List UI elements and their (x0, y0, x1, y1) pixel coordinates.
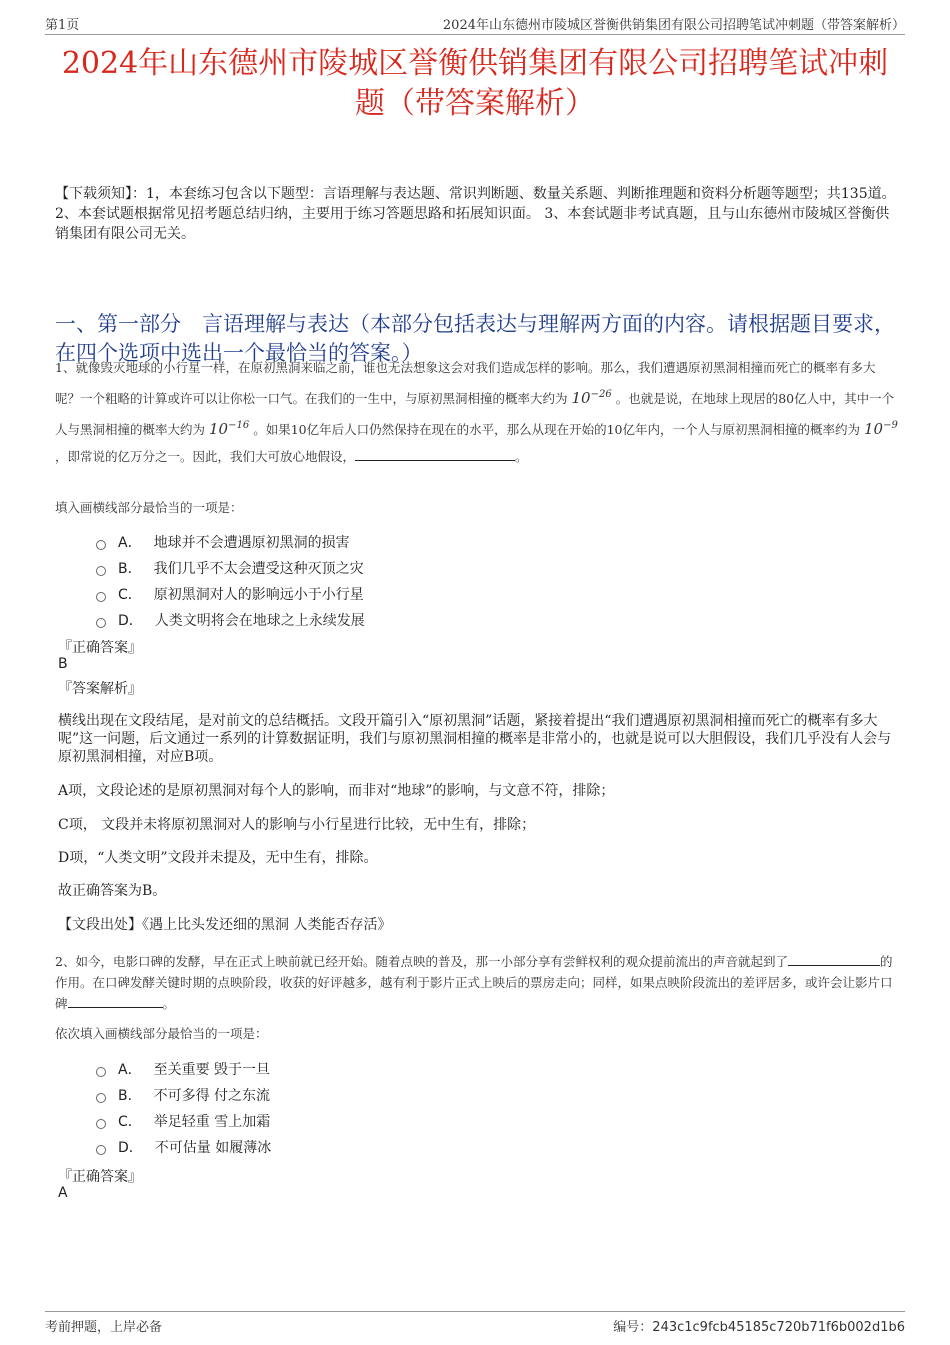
analysis-paragraph: D项，“人类文明”文段并未提及，无中生有，排除。 (58, 850, 378, 866)
answer-blank (68, 993, 163, 1008)
option-a[interactable]: A． 至关重要 毁于一旦 (96, 1056, 271, 1082)
answer-label: 『正确答案』 (58, 640, 142, 656)
footer-slogan: 考前押题，上岸必备 (45, 1320, 163, 1335)
analysis-label: 『答案解析』 (58, 681, 142, 697)
option-b[interactable]: B． 我们几乎不太会遭受这种灭顶之灾 (96, 555, 365, 581)
radio-button[interactable] (96, 540, 106, 550)
option-b[interactable]: B． 不可多得 付之东流 (96, 1082, 271, 1108)
analysis-paragraph: A项，文段论述的是原初黑洞对每个人的影响，而非对“地球”的影响，与文意不符，排除； (58, 783, 615, 799)
page-number: 第1页 (45, 18, 80, 33)
option-c[interactable]: C． 举足轻重 雪上加霜 (96, 1108, 271, 1134)
radio-button[interactable] (96, 1067, 106, 1077)
answer-blank (788, 951, 880, 966)
option-d[interactable]: D． 不可估量 如履薄冰 (96, 1134, 271, 1160)
answer-blank (355, 446, 515, 461)
radio-button[interactable] (96, 1145, 106, 1155)
answer-value: B (58, 656, 68, 672)
answer-label: 『正确答案』 (58, 1169, 142, 1185)
document-code: 编号：243c1c9fcb45185c720b71f6b002d1b6 (613, 1320, 905, 1335)
radio-button[interactable] (96, 566, 106, 576)
math-expression: $10^{-26}$ (571, 389, 612, 407)
question-2-prompt: 依次填入画横线部分最恰当的一项是： (55, 1026, 268, 1041)
option-d[interactable]: D． 人类文明将会在地球之上永续发展 (96, 607, 365, 633)
download-notice: 【下载须知】：1，本套练习包含以下题型：言语理解与表达题、常识判断题、数量关系题、判断推理题和资料分析题等题型；共135道。 2、本套试题根据常见招考题总结归纳，主要用于练习答题思路和拓展知识面。 3、本套试题非考试真题，且与山东德州市陵城区誉衡供销集团有限公司无关。 (55, 186, 896, 242)
radio-button[interactable] (96, 618, 106, 628)
option-a[interactable]: A． 地球并不会遭遇原初黑洞的损害 (96, 529, 365, 555)
option-c[interactable]: C． 原初黑洞对人的影响远小于小行星 (96, 581, 365, 607)
header-doc-title: 2024年山东德州市陵城区誉衡供销集团有限公司招聘笔试冲刺题（带答案解析） (442, 18, 905, 33)
question-2-text: 2、如今，电影口碑的发酵，早在正式上映前就已经开始。随着点映的普及，那一小部分享有尝鲜权利的观众提前流出的声音就起到了 的作用。在口碑发酵关键时期的点映阶段，收获的好评越多，越有利于影片正式上映后的票房走向；同样，如果点映阶段流出的差评居多，或许会让影片口碑 。 (55, 951, 900, 1014)
question-1-prompt: 填入画横线部分最恰当的一项是： (55, 500, 243, 515)
radio-button[interactable] (96, 1093, 106, 1103)
document-title: 2024年山东德州市陵城区誉衡供销集团有限公司招聘笔试冲刺题（带答案解析） (61, 46, 889, 121)
radio-button[interactable] (96, 592, 106, 602)
source-citation: 【文段出处】《遇上比头发还细的黑洞 人类能否存活》 (58, 917, 392, 933)
question-1-options (96, 529, 365, 633)
radio-button[interactable] (96, 1119, 106, 1129)
analysis-paragraph: C项， 文段并未将原初黑洞对人的影响与小行星进行比较，无中生有，排除； (58, 817, 536, 833)
section-title: 一、第一部分 言语理解与表达（本部分包括表达与理解两方面的内容。请根据题目要求，在四个选项中选出一个最恰当的答案。） (55, 312, 895, 365)
page-footer (45, 1311, 905, 1334)
answer-value: A (58, 1185, 68, 1201)
question-2-options (96, 1056, 271, 1160)
page-header (45, 12, 905, 35)
math-expression: $10^{-16}$ (209, 420, 250, 438)
question-1-text: 1、就像毁灭地球的小行星一样，在原初黑洞来临之前，谁也无法想象这会对我们造成怎样的影响。那么，我们遭遇原初黑洞相撞而死亡的概率有多大呢？一个粗略的计算或许可以让你松一口气。在我们的一生中，与原初黑洞相撞的概率大约为 $10^{-26}$ 。也就是说，在地球上现居的80亿人中，其中一个人与黑洞相撞的概率大约为 $10^{-16}$ 。如果10亿年后人口仍然保持在现在的水平，那么从现在开始的10亿年内，一个人与原初黑洞相撞的概率约为 $10^{-9}$ ，即常说的亿万分之一。因此，我们大可放心地假设， 。 (55, 360, 898, 464)
analysis-paragraph: 横线出现在文段结尾，是对前文的总结概括。文段开篇引入“原初黑洞”话题，紧接着提出“我们遭遇原初黑洞相撞而死亡的概率有多大呢”这一问题，后文通过一系列的计算数据证明，我们与原初黑洞相撞的概率是非常小的，也就是说可以大胆假设，我们几乎没有人会与原初黑洞相撞，对应B项。 (58, 713, 892, 765)
analysis-paragraph: 故正确答案为B。 (58, 883, 167, 899)
math-expression: $10^{-9}$ (864, 420, 898, 438)
